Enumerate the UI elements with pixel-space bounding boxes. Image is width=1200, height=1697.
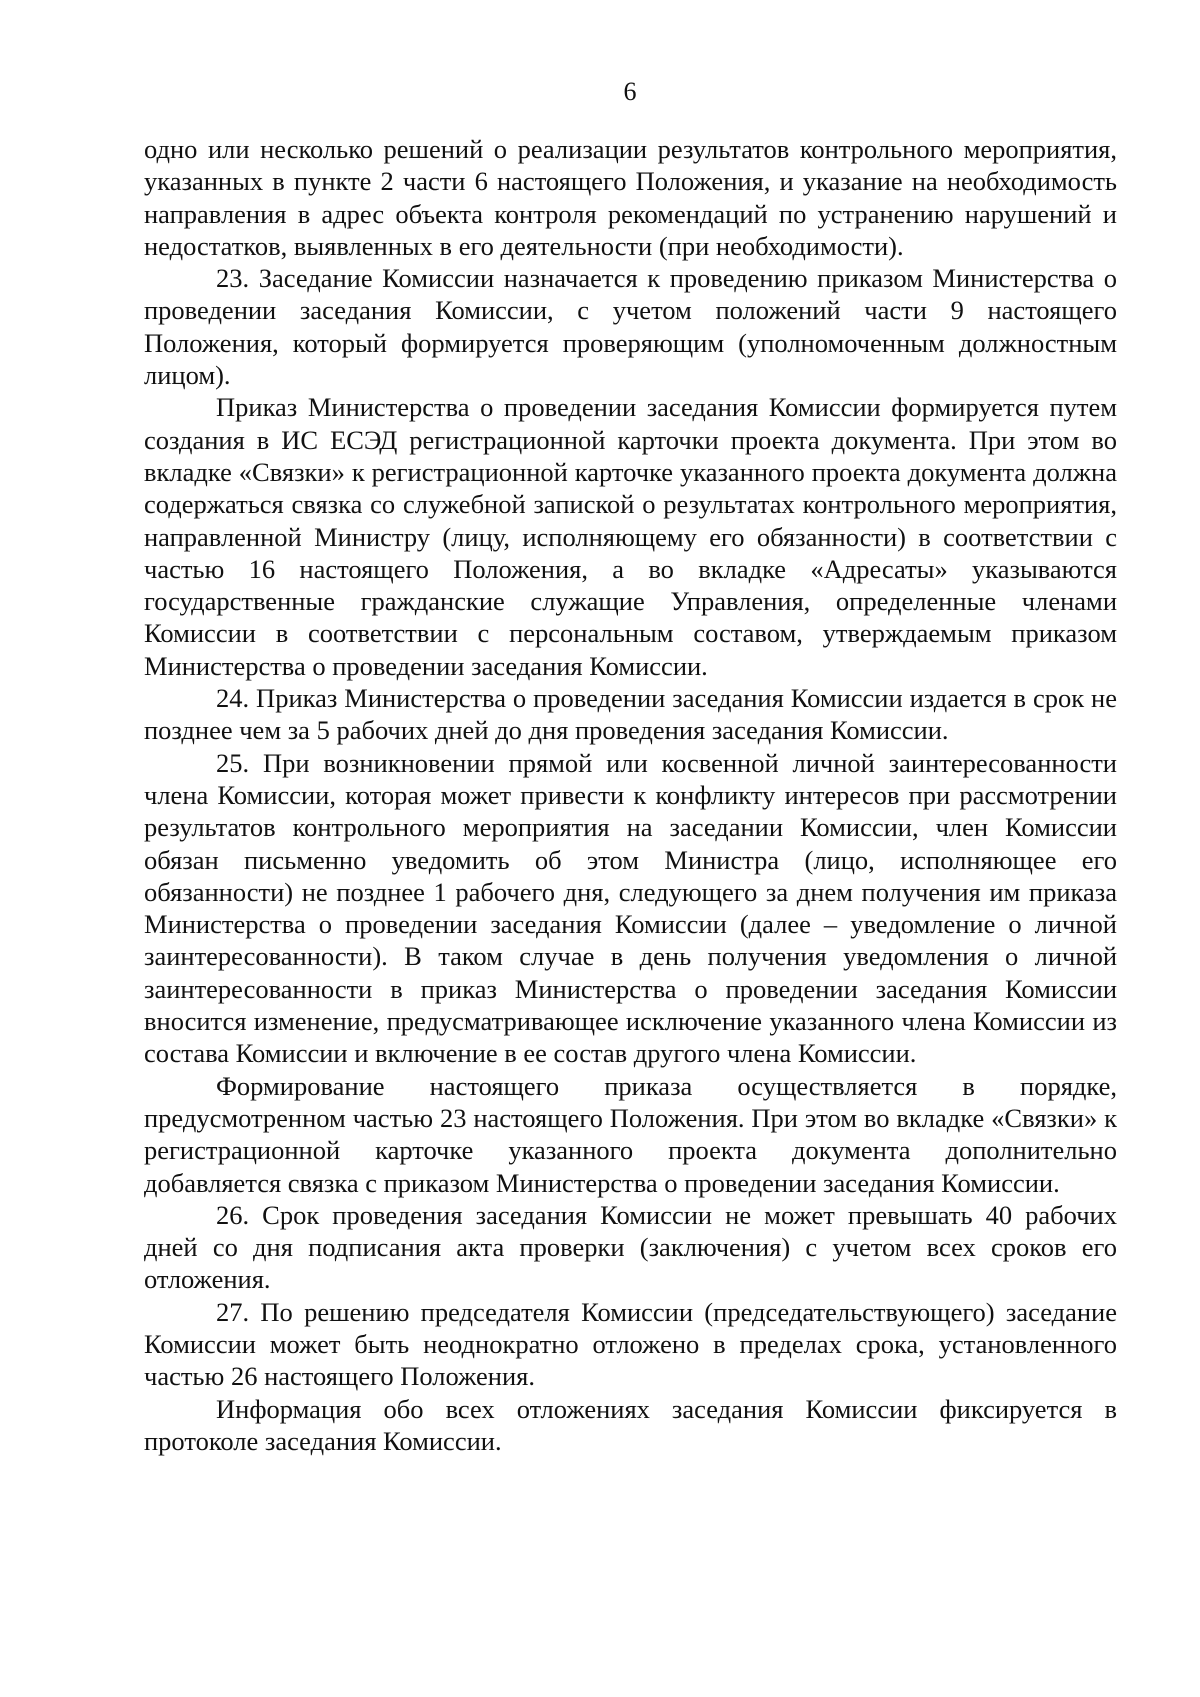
document-body	[144, 133, 1117, 1457]
paragraph-continuation: одно или несколько решений о реализации результатов контрольного мероприятия, указанных в пункте 2 части 6 настоящего Положения, и указание на необходимость направления в адрес объекта контроля рекомендаций по устранению нарушений и недостатков, выявленных в его деятельности (при необходимости).	[144, 134, 1117, 261]
paragraph-item-23: 23. Заседание Комиссии назначается к проведению приказом Министерства о проведении заседания Комиссии, с учетом положений части 9 настоящего Положения, который формируется проверяющим (уполномоченным должностным лицом).	[144, 263, 1117, 391]
paragraph-postponement-info: Информация обо всех отложениях заседания Комиссии фиксируется в протоколе заседания Комиссии.	[144, 1393, 1117, 1456]
paragraph-item-24: 24. Приказ Министерства о проведении заседания Комиссии издается в срок не позднее чем за 5 рабочих дней до дня проведения заседания Комиссии.	[144, 683, 1117, 746]
page-number: 6	[623, 77, 637, 106]
paragraph-order-formation: Приказ Министерства о проведении заседания Комиссии формируется путем создания в ИС ЕСЭД регистрационной карточки проекта документа. При этом во вкладке «Связки» к регистрационной карточке указанного проекта документа должна содержаться связка со служебной запиской о результатах контрольного мероприятия, направленной Министру (лицу, исполняющему его обязанности) в соответствии с частью 16 настоящего Положения, а во вкладке «Адресаты» указываются государственные гражданские служащие Управления, определенные членами Комиссии в соответствии с персональным составом, утверждаемым приказом Министерства о проведении заседания Комиссии.	[144, 392, 1117, 681]
paragraph-item-27: 27. По решению председателя Комиссии (председательствующего) заседание Комиссии может быть неоднократно отложено в пределах срока, установленного частью 26 настоящего Положения.	[144, 1296, 1117, 1392]
paragraph-item-25: 25. При возникновении прямой или косвенной личной заинтересованности члена Комиссии, которая может привести к конфликту интересов при рассмотрении результатов контрольного мероприятия на заседании Комиссии, член Комиссии обязан письменно уведомить об этом Министра (лицо, исполняющее его обязанности) не позднее 1 рабочего дня, следующего за днем получения им приказа Министерства о проведении заседания Комиссии (далее – уведомление о личной заинтересованности). В таком случае в день получения уведомления о личной заинтересованности в приказ Министерства о проведении заседания Комиссии вносится изменение, предусматривающее исключение указанного члена Комиссии из состава Комиссии и включение в ее состав другого члена Комиссии.	[144, 747, 1117, 1069]
paragraph-item-26: 26. Срок проведения заседания Комиссии не может превышать 40 рабочих дней со дня подписания акта проверки (заключения) с учетом всех сроков его отложения.	[144, 1199, 1117, 1295]
paragraph-order-procedure: Формирование настоящего приказа осуществляется в порядке, предусмотренном частью 23 настоящего Положения. При этом во вкладке «Связки» к регистрационной карточке указанного проекта документа дополнительно добавляется связка с приказом Министерства о проведении заседания Комиссии.	[144, 1070, 1117, 1198]
